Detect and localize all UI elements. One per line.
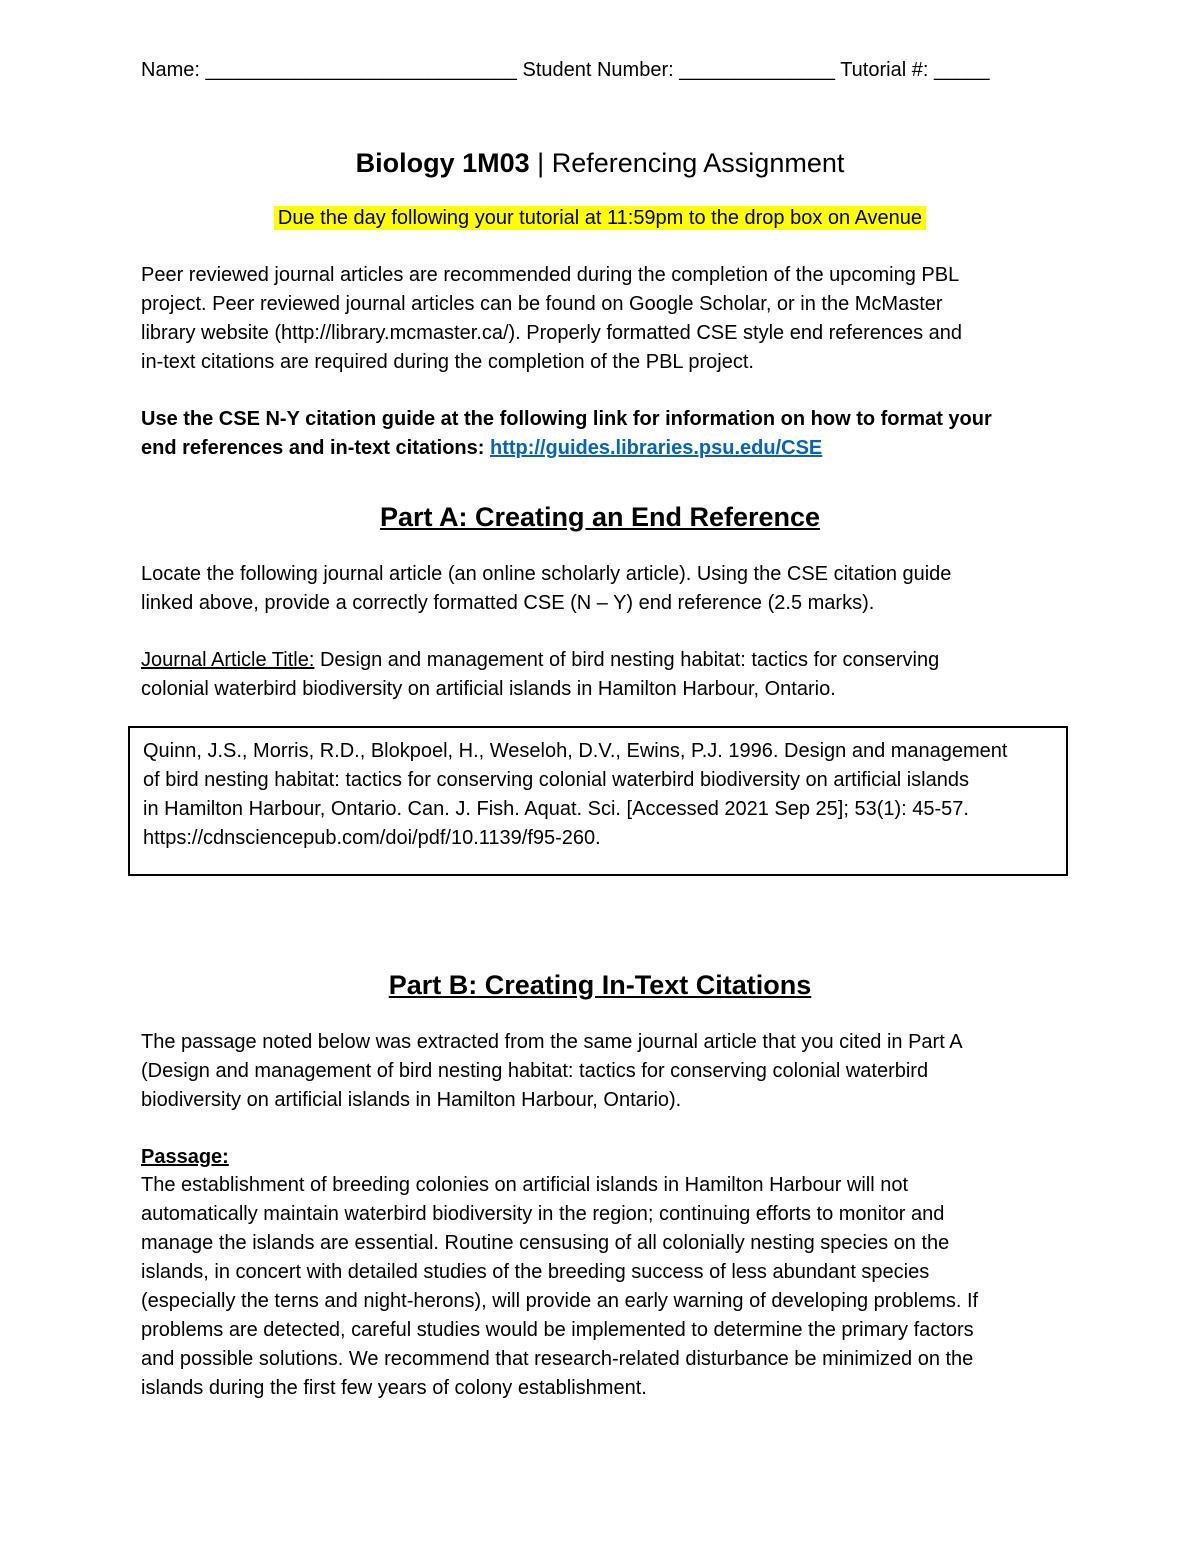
article-title-line: colonial waterbird biodiversity on artificial islands in Hamilton Harbour, Ontario.	[141, 678, 836, 700]
tutorial-field[interactable]: _____	[933, 59, 990, 81]
assignment-title: Referencing Assignment	[551, 148, 845, 178]
intro-line: project. Peer reviewed journal articles can be found on Google Scholar, or in the McMaster	[141, 293, 943, 315]
passage-line: manage the islands are essential. Routine censusing of all colonially nesting species on the	[141, 1232, 950, 1254]
passage-line: automatically maintain waterbird biodiversity in the region; continuing efforts to monitor and	[141, 1203, 945, 1225]
part-a-instruction: Locate the following journal article (an online scholarly article). Using the CSE citation guide	[141, 563, 952, 585]
article-title-line	[141, 646, 939, 675]
part-a-instruction: linked above, provide a correctly formatted CSE (N – Y) end reference (2.5 marks).	[141, 592, 875, 614]
student-number-field[interactable]: ______________	[679, 59, 835, 81]
title-separator: |	[529, 148, 552, 178]
page-title	[0, 146, 1200, 180]
name-label: Name:	[141, 59, 200, 81]
cse-guide-link[interactable]: http://guides.libraries.psu.edu/CSE	[489, 437, 823, 459]
guide-line: Use the CSE N-Y citation guide at the following link for information on how to format your	[141, 408, 992, 430]
header-fields	[141, 56, 990, 85]
intro-line: in-text citations are required during the completion of the PBL project.	[141, 351, 754, 373]
passage-line: problems are detected, careful studies would be implemented to determine the primary factors	[141, 1319, 974, 1341]
passage-line: and possible solutions. We recommend that research-related disturbance be minimized on the	[141, 1348, 974, 1370]
part-b-instruction: The passage noted below was extracted from the same journal article that you cited in Part A	[141, 1031, 963, 1053]
tutorial-label: Tutorial #:	[840, 59, 929, 81]
name-field[interactable]: ____________________________	[205, 59, 517, 81]
passage-line: (especially the terns and night-herons), will provide an early warning of developing problems. If	[141, 1290, 979, 1312]
passage-label: Passage:	[141, 1146, 229, 1168]
passage-line: islands, in concert with detailed studies of the breeding success of less abundant species	[141, 1261, 930, 1283]
reference-line: of bird nesting habitat: tactics for conserving colonial waterbird biodiversity on artificial islands	[143, 769, 969, 791]
article-title-text: Design and management of bird nesting habitat: tactics for conserving	[314, 649, 940, 671]
due-notice	[0, 204, 1200, 233]
article-title-label: Journal Article Title:	[141, 649, 315, 671]
part-a-heading: Part A: Creating an End Reference	[379, 502, 821, 532]
course-title: Biology 1M03	[355, 148, 530, 178]
passage-line: islands during the first few years of colony establishment.	[141, 1377, 647, 1399]
reference-line: in Hamilton Harbour, Ontario. Can. J. Fish. Aquat. Sci. [Accessed 2021 Sep 25]; 53(1): 45-57.	[143, 798, 969, 820]
reference-line: Quinn, J.S., Morris, R.D., Blokpoel, H., Weseloh, D.V., Ewins, P.J. 1996. Design and management	[143, 740, 1008, 762]
reference-line: https://cdnsciencepub.com/doi/pdf/10.1139/f95-260.	[143, 827, 601, 849]
intro-line: library website (http://library.mcmaster.ca/). Properly formatted CSE style end references and	[141, 322, 963, 344]
due-notice-text: Due the day following your tutorial at 11:59pm to the drop box on Avenue	[274, 206, 926, 230]
passage-line: The establishment of breeding colonies on artificial islands in Hamilton Harbour will not	[141, 1174, 909, 1196]
guide-line	[141, 434, 822, 463]
intro-line: Peer reviewed journal articles are recommended during the completion of the upcoming PBL	[141, 264, 960, 286]
guide-line-text: end references and in-text citations:	[141, 437, 490, 459]
reference-answer-box[interactable]	[128, 726, 1068, 876]
part-b-instruction: (Design and management of bird nesting habitat: tactics for conserving colonial waterbird	[141, 1060, 929, 1082]
part-b-instruction: biodiversity on artificial islands in Hamilton Harbour, Ontario).	[141, 1089, 682, 1111]
student-number-label: Student Number:	[522, 59, 674, 81]
part-b-heading: Part B: Creating In-Text Citations	[388, 970, 812, 1000]
